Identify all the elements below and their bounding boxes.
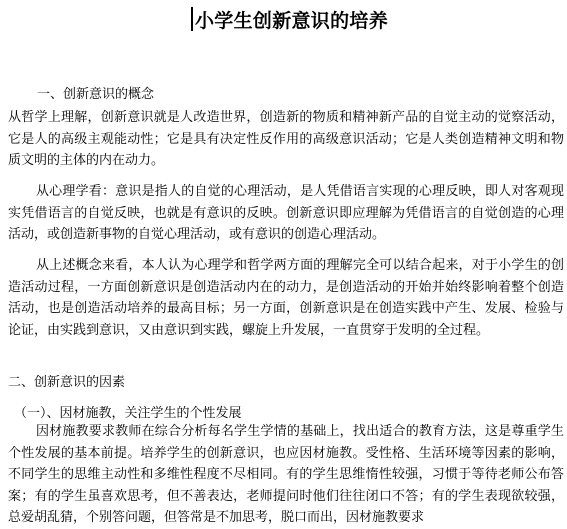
subsection-heading-1: （一）、因材施教，关注学生的个性发展	[14, 406, 242, 421]
section-heading-1: 一、创新意识的概念	[37, 87, 155, 102]
paragraph-2: 从心理学看：意识是指人的自觉的心理活动，是人凭借语言实现的心理反映，即人对客观现实凭借语言的自觉反映，也就是有意识的反映。创新意识即应理解为凭借语言的自觉创造的心理活动，或创造新事物的自觉心理活动，或有意识的创造心理活动。	[8, 184, 564, 242]
section-heading-2: 二、创新意识的因素	[8, 375, 126, 390]
document-title[interactable]: 小学生创新意识的培养	[195, 9, 389, 32]
title-area	[191, 6, 388, 32]
text-cursor	[191, 7, 193, 31]
paragraph-3: 从上述概念来看，本人认为心理学和哲学两方面的理解完全可以结合起来，对于小学生的创造活动过程，一方面创新意识是创造活动内在的动力，是创造活动的开始并始终影响着整个创造活动，也是创造活动培养的最高目标；另一方面，创新意识是在创造实践中产生、发展、检验与论证，由实践到意识，又由意识到实践，螺旋上升发展，一直贯穿于发明的全过程。	[8, 258, 564, 338]
paragraph-4: 因材施教要求教师在综合分析每名学生学情的基础上，找出适合的教育方法，这是尊重学生个性发展的基本前提。培养学生的创新意识，也应因材施教。受性格、生活环境等因素的影响，不同学生的思维主动性和多维性程度不尽相同。有的学生思维惰性较强，习惯于等待老师公布答案；有的学生虽喜欢思考，但不善表达，老师提问时他们往往闭口不答；有的学生表现欲较强，总爱胡乱猜，个别答问题，但答常是不加思考，脱口而出，因材施教要求	[8, 424, 564, 525]
paragraph-1: 从哲学上理解，创新意识就是人改造世界，创造新的物质和精神新产品的自觉主动的觉察活动，它是人的高级主观能动性；它是具有决定性反作用的高级意识活动；它是人类创造精神文明和物质文明的主体的内在动力。	[8, 110, 564, 168]
